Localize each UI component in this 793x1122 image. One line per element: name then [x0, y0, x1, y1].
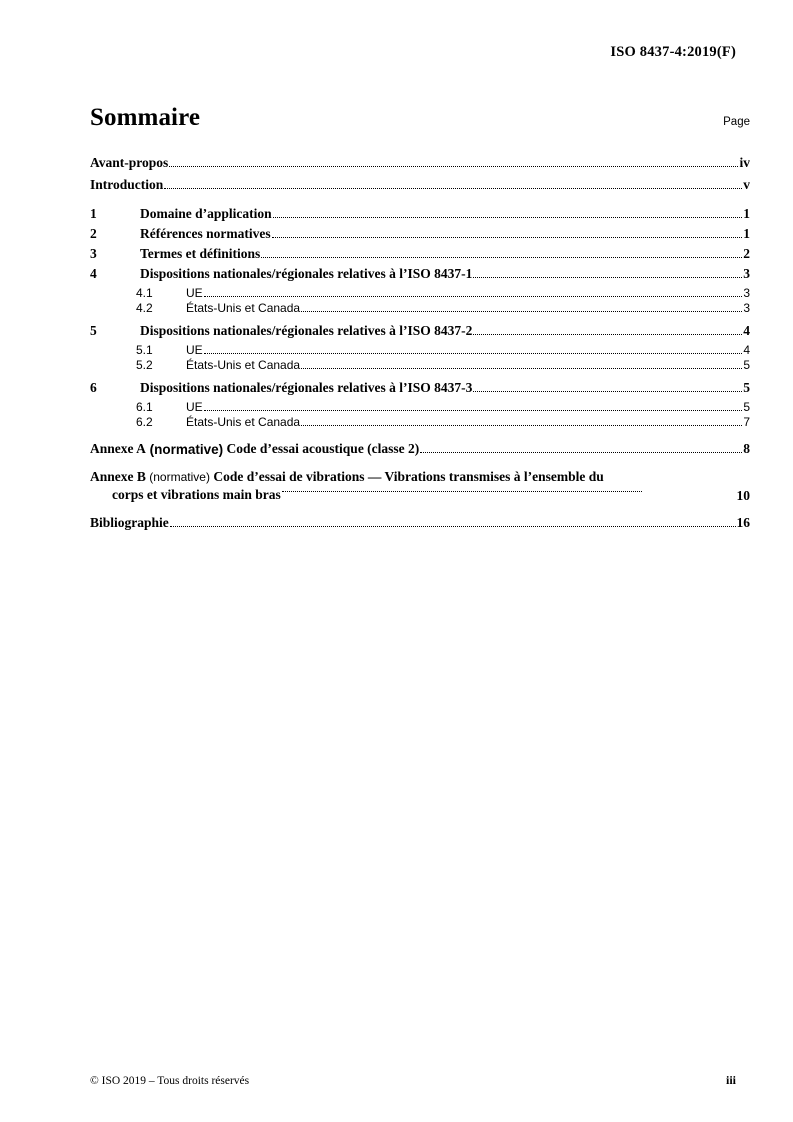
- spacer: [90, 316, 750, 323]
- toc-page-number: 5: [743, 400, 750, 414]
- page-title: Sommaire: [90, 104, 201, 131]
- spacer: [90, 430, 750, 441]
- toc-label: États-Unis et Canada: [186, 301, 301, 315]
- toc-label: Dispositions nationales/régionales relatives à l’ISO 8437-2: [140, 323, 473, 338]
- toc-leader-dots: [170, 525, 736, 527]
- toc-number: 5: [90, 323, 97, 338]
- toc-page-number: 4: [743, 323, 750, 338]
- toc-label: UE: [186, 343, 203, 357]
- toc-page-number: 3: [743, 301, 750, 315]
- toc-page-number: iv: [739, 155, 750, 170]
- toc-number: 2: [90, 226, 97, 241]
- toc-entry-clause-6-2[interactable]: [90, 415, 750, 429]
- toc-page-number: 16: [736, 515, 750, 531]
- toc-leader-dots: [420, 451, 742, 453]
- toc-label: Termes et définitions: [140, 246, 261, 261]
- toc-number: 4.1: [136, 286, 153, 300]
- toc-entry-clause-5-2[interactable]: [90, 358, 750, 372]
- toc-entry-bibliographie[interactable]: [90, 515, 750, 531]
- toc-number: 4: [90, 266, 97, 281]
- toc-page-number: 5: [743, 358, 750, 372]
- toc-annex-title: Code d’essai acoustique (classe 2): [226, 441, 420, 456]
- toc-entry-clause-4[interactable]: [90, 266, 750, 282]
- toc-page-number: 7: [743, 415, 750, 429]
- toc-entry-clause-4-1[interactable]: [90, 286, 750, 300]
- toc-annex-title: Code d’essai de vibrations — Vibrations transmises à l’ensemble du: [213, 469, 604, 484]
- toc-number: 4.2: [136, 301, 153, 315]
- toc-leader-dots: [272, 236, 743, 238]
- spacer: [90, 508, 750, 515]
- toc-leader-dots: [301, 424, 742, 426]
- toc-label: Dispositions nationales/régionales relatives à l’ISO 8437-3: [140, 380, 473, 395]
- toc-leader-dots: [301, 367, 742, 369]
- toc-leader-dots: [301, 310, 742, 312]
- toc-label: Dispositions nationales/régionales relatives à l’ISO 8437-1: [140, 266, 473, 281]
- toc-label: Avant-propos: [90, 155, 169, 170]
- toc-leader-dots: [169, 165, 738, 167]
- toc-entry-clause-2[interactable]: [90, 226, 750, 242]
- toc-leader-dots: [282, 490, 642, 492]
- toc-leader-dots: [473, 276, 742, 278]
- toc-annex-title-line2: corps et vibrations main bras: [112, 487, 281, 503]
- toc-page-number: 2: [743, 246, 750, 261]
- toc-entry-clause-5[interactable]: [90, 323, 750, 339]
- toc-number: 6.2: [136, 415, 153, 429]
- toc-entry-clause-1[interactable]: [90, 206, 750, 222]
- title-row: [90, 104, 750, 132]
- toc-number: 6.1: [136, 400, 153, 414]
- toc-label: UE: [186, 400, 203, 414]
- toc-page-number: 1: [743, 226, 750, 241]
- spacer: [90, 199, 750, 206]
- toc-page-number: 3: [743, 286, 750, 300]
- toc-page-number: 10: [736, 488, 750, 504]
- toc-annex-b-text: [90, 468, 737, 504]
- toc-number: 1: [90, 206, 97, 221]
- toc-leader-dots: [204, 295, 743, 297]
- toc-entry-annexe-b[interactable]: [90, 468, 750, 504]
- toc-page-number: 1: [743, 206, 750, 221]
- toc-label: Références normatives: [140, 226, 271, 241]
- toc-annex-name: Annexe A: [90, 441, 146, 456]
- toc-entry-avant-propos[interactable]: [90, 155, 750, 171]
- page-column-label: Page: [723, 116, 750, 128]
- toc-annex-qualifier-text: (normative): [149, 442, 224, 457]
- toc-annex-name: Annexe B: [90, 469, 146, 484]
- toc-leader-dots: [473, 333, 742, 335]
- toc-label: Bibliographie: [90, 515, 169, 531]
- spacer: [90, 461, 750, 468]
- toc-entry-clause-6[interactable]: [90, 380, 750, 396]
- toc-label: Introduction: [90, 177, 164, 192]
- toc-page-number: 5: [743, 380, 750, 395]
- toc-entry-introduction[interactable]: [90, 177, 750, 193]
- toc-page-number: 8: [743, 441, 750, 456]
- document-code-header: ISO 8437-4:2019(F): [610, 44, 736, 60]
- toc-page-number: 4: [743, 343, 750, 357]
- footer-page-number: iii: [725, 1073, 736, 1087]
- toc-number: 6: [90, 380, 97, 395]
- copyright-notice: © ISO 2019 – Tous droits réservés: [90, 1075, 250, 1087]
- table-of-contents: [90, 155, 750, 531]
- toc-entry-clause-6-1[interactable]: [90, 400, 750, 414]
- toc-label: Domaine d’application: [140, 206, 272, 221]
- spacer: [90, 373, 750, 380]
- toc-annex-title-line2-wrap: [112, 486, 737, 504]
- toc-number: 5.1: [136, 343, 153, 357]
- toc-leader-dots: [204, 352, 743, 354]
- toc-entry-clause-3[interactable]: [90, 246, 750, 262]
- toc-content: [90, 104, 750, 537]
- toc-page-number: v: [743, 177, 750, 192]
- toc-page-number: 3: [743, 266, 750, 281]
- toc-annex-qualifier-text: (normative): [149, 470, 210, 484]
- toc-entry-clause-4-2[interactable]: [90, 301, 750, 315]
- toc-entry-annexe-a[interactable]: [90, 441, 750, 457]
- toc-leader-dots: [273, 216, 743, 218]
- toc-entry-clause-5-1[interactable]: [90, 343, 750, 357]
- page-footer: [90, 1073, 736, 1088]
- toc-label: États-Unis et Canada: [186, 358, 301, 372]
- toc-number: 5.2: [136, 358, 153, 372]
- toc-label: UE: [186, 286, 203, 300]
- toc-number: 3: [90, 246, 97, 261]
- toc-leader-dots: [164, 187, 742, 189]
- toc-leader-dots: [204, 409, 743, 411]
- toc-leader-dots: [473, 390, 742, 392]
- toc-leader-dots: [261, 256, 742, 258]
- toc-label: États-Unis et Canada: [186, 415, 301, 429]
